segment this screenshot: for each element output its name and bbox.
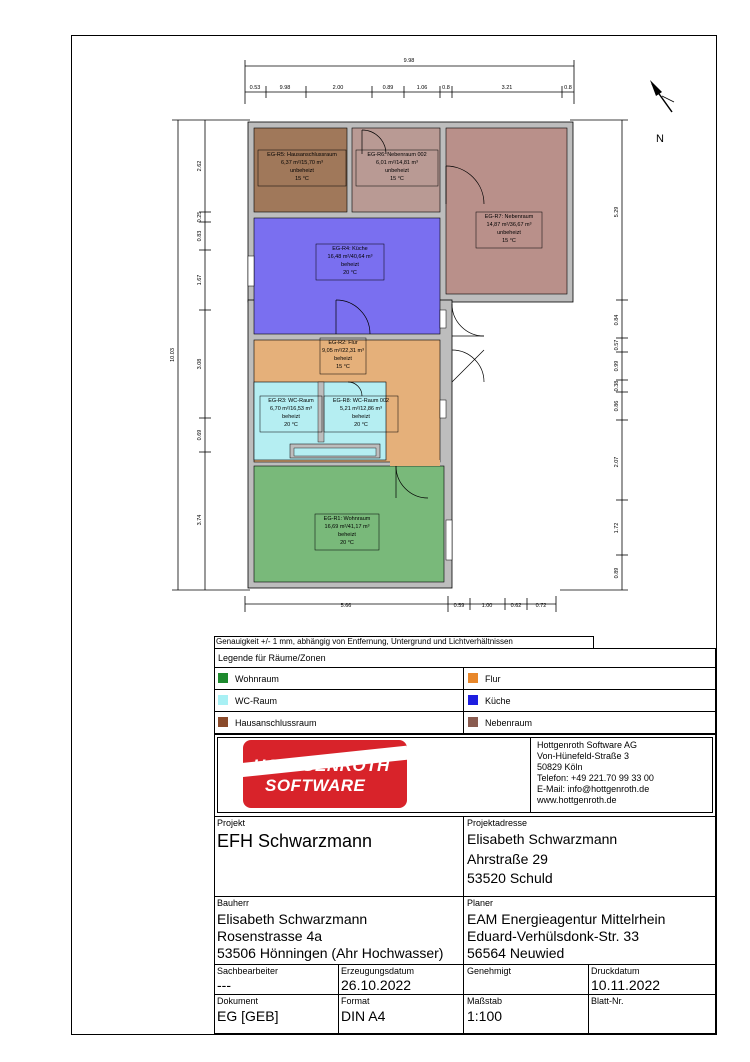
dim-right-4: 0.38 — [614, 380, 620, 392]
company-web: www.hottgenroth.de — [537, 795, 617, 805]
top-dimensions — [245, 60, 574, 104]
dim-right-5: 0.86 — [614, 400, 620, 412]
company-email: E-Mail: info@hottgenroth.de — [537, 784, 650, 794]
room-temp: 15 °C — [390, 176, 404, 182]
dim-right-3: 0.99 — [614, 360, 620, 372]
legend-label: Nebenraum — [485, 718, 533, 728]
room-name: EG-R5: Hausanschlussraum — [267, 152, 337, 158]
logo-line1: HOTTGENROTH — [253, 756, 390, 775]
room-name: EG-R7: Nebenraum — [484, 214, 534, 220]
client-line-0: Elisabeth Schwarzmann — [217, 911, 368, 927]
company-name: Hottgenroth Software AG — [537, 740, 638, 750]
dim-bottom-3: 0.62 — [510, 603, 522, 609]
client-line-2: 53506 Hönningen (Ahr Hochwasser) — [217, 945, 444, 961]
client-label: Bauherr — [217, 898, 250, 908]
room-r7 — [446, 128, 567, 294]
legend-label: Küche — [485, 696, 511, 706]
dim-top-0: 0.53 — [249, 85, 261, 91]
room-status: unbeheizt — [497, 230, 521, 236]
dim-top-3: 0.89 — [382, 85, 394, 91]
accuracy-note: Genauigkeit +/- 1 mm, abhängig von Entfernung, Untergrund und Lichtverhältnissen — [216, 637, 513, 646]
room-status: beheizt — [352, 414, 370, 420]
room-name: EG-R4: Küche — [332, 246, 368, 252]
legend-label: Wohnraum — [235, 674, 279, 684]
dim-left-5: 0.69 — [197, 429, 203, 441]
meta-value: --- — [217, 977, 231, 993]
room-area: 9,05 m²/22,31 m³ — [322, 348, 364, 354]
meta-value: DIN A4 — [341, 1008, 386, 1024]
dim-left-6: 3.74 — [197, 514, 203, 526]
dim-left-0: 2.62 — [197, 160, 203, 172]
meta-label: Maßstab — [467, 996, 503, 1006]
room-status: beheizt — [334, 356, 352, 362]
meta-label: Format — [341, 996, 370, 1006]
project-label: Projekt — [217, 818, 246, 828]
room-area: 5,21 m²/12,86 m³ — [340, 406, 382, 412]
dim-bottom-4: 0.72 — [535, 603, 547, 609]
room-temp: 20 °C — [343, 270, 357, 276]
meta-label: Dokument — [217, 996, 259, 1006]
room-temp: 15 °C — [336, 364, 350, 370]
project-address-1: Ahrstraße 29 — [467, 851, 548, 867]
room-area: 16,69 m²/41,17 m³ — [324, 524, 370, 530]
meta-value: 1:100 — [467, 1008, 503, 1024]
room-name: EG-R2: Flur — [328, 340, 358, 346]
meta-value: EG [GEB] — [217, 1008, 279, 1024]
legend-swatch-wohnraum — [218, 673, 228, 683]
dim-top-2: 2.00 — [332, 85, 344, 91]
planner-label: Planer — [467, 898, 494, 908]
dim-top-6: 3.21 — [501, 85, 513, 91]
dim-left-3: 1.67 — [197, 274, 203, 286]
meta-label: Erzeugungsdatum — [341, 966, 415, 976]
dim-top-total: 9.98 — [403, 58, 415, 64]
legend-swatch-kueche — [468, 695, 478, 705]
dim-right-0: 5.29 — [614, 206, 620, 218]
room-area: 14,87 m²/36,67 m³ — [486, 222, 532, 228]
meta-value: 10.11.2022 — [591, 977, 661, 993]
room-area: 6,01 m²/14,81 m³ — [376, 160, 418, 166]
legend-label: Hausanschlussraum — [235, 718, 317, 728]
dim-left-total: 10.03 — [170, 348, 176, 362]
project-address-label: Projektadresse — [467, 818, 528, 828]
planner-line-2: 56564 Neuwied — [467, 945, 565, 961]
dim-bottom-0: 5.66 — [340, 603, 352, 609]
company-city: 50829 Köln — [537, 762, 583, 772]
room-temp: 20 °C — [340, 540, 354, 546]
room-name: EG-R3: WC-Raum — [268, 398, 314, 404]
project-address-2: 53520 Schuld — [467, 870, 553, 886]
north-arrow-icon — [650, 80, 674, 112]
legend-title: Legende für Räume/Zonen — [218, 653, 326, 663]
legend-label: Flur — [485, 674, 501, 684]
client-line-1: Rosenstrasse 4a — [217, 928, 323, 944]
meta-label: Druckdatum — [591, 966, 640, 976]
room-status: beheizt — [341, 262, 359, 268]
planner-line-0: EAM Energieagentur Mittelrhein — [467, 911, 666, 927]
legend-swatch-wc — [218, 695, 228, 705]
north-label: N — [656, 133, 664, 145]
dim-top-4: 1.06 — [416, 85, 428, 91]
legend-swatch-nebenraum — [468, 717, 478, 727]
room-temp: 20 °C — [354, 422, 368, 428]
left-dimensions — [172, 120, 250, 590]
dim-top-1: 9.98 — [279, 85, 291, 91]
room-status: unbeheizt — [385, 168, 409, 174]
legend-swatch-flur — [468, 673, 478, 683]
dim-left-2: 0.83 — [197, 230, 203, 242]
room-area: 6,37 m²/15,70 m³ — [281, 160, 323, 166]
dim-top-5: 0.8 — [442, 85, 450, 91]
logo-line2: SOFTWARE — [265, 776, 366, 795]
hottgenroth-logo — [243, 740, 407, 808]
legend-label: WC-Raum — [235, 696, 277, 706]
dim-right-8: 0.89 — [614, 567, 620, 579]
dim-bottom-2: 1.00 — [481, 603, 493, 609]
room-area: 16,48 m²/40,64 m³ — [327, 254, 373, 260]
room-area: 6,70 m²/16,53 m³ — [270, 406, 312, 412]
room-name: EG-R6: Nebenraum 002 — [367, 152, 427, 158]
dim-right-2: 0.57 — [614, 339, 620, 351]
meta-value: 26.10.2022 — [341, 977, 412, 993]
room-status: beheizt — [282, 414, 300, 420]
legend-swatch-hausanschluss — [218, 717, 228, 727]
planner-line-1: Eduard-Verhülsdonk-Str. 33 — [467, 928, 639, 944]
room-name: EG-R1: Wohnraum — [323, 516, 371, 522]
company-phone: Telefon: +49 221.70 99 33 00 — [537, 773, 654, 783]
dim-top-7: 0.8 — [564, 85, 572, 91]
meta-label: Blatt-Nr. — [591, 996, 624, 1006]
room-temp: 15 °C — [502, 238, 516, 244]
room-status: beheizt — [338, 532, 356, 538]
project-name: EFH Schwarzmann — [217, 831, 373, 851]
dim-bottom-1: 0.59 — [453, 603, 465, 609]
dim-right-6: 2.07 — [614, 456, 620, 468]
bottom-dimensions — [245, 596, 556, 612]
meta-label: Genehmigt — [467, 966, 512, 976]
dim-right-7: 1.72 — [614, 522, 620, 534]
dim-right-1: 0.84 — [614, 314, 620, 326]
project-address-0: Elisabeth Schwarzmann — [467, 831, 618, 847]
meta-label: Sachbearbeiter — [217, 966, 279, 976]
room-temp: 15 °C — [295, 176, 309, 182]
room-status: unbeheizt — [290, 168, 314, 174]
dim-left-4: 3.08 — [197, 358, 203, 370]
room-name: EG-R8: WC-Raum 002 — [332, 398, 390, 404]
company-street: Von-Hünefeld-Straße 3 — [537, 751, 630, 761]
room-temp: 20 °C — [284, 422, 298, 428]
dim-left-1: 0.25 — [197, 211, 203, 223]
